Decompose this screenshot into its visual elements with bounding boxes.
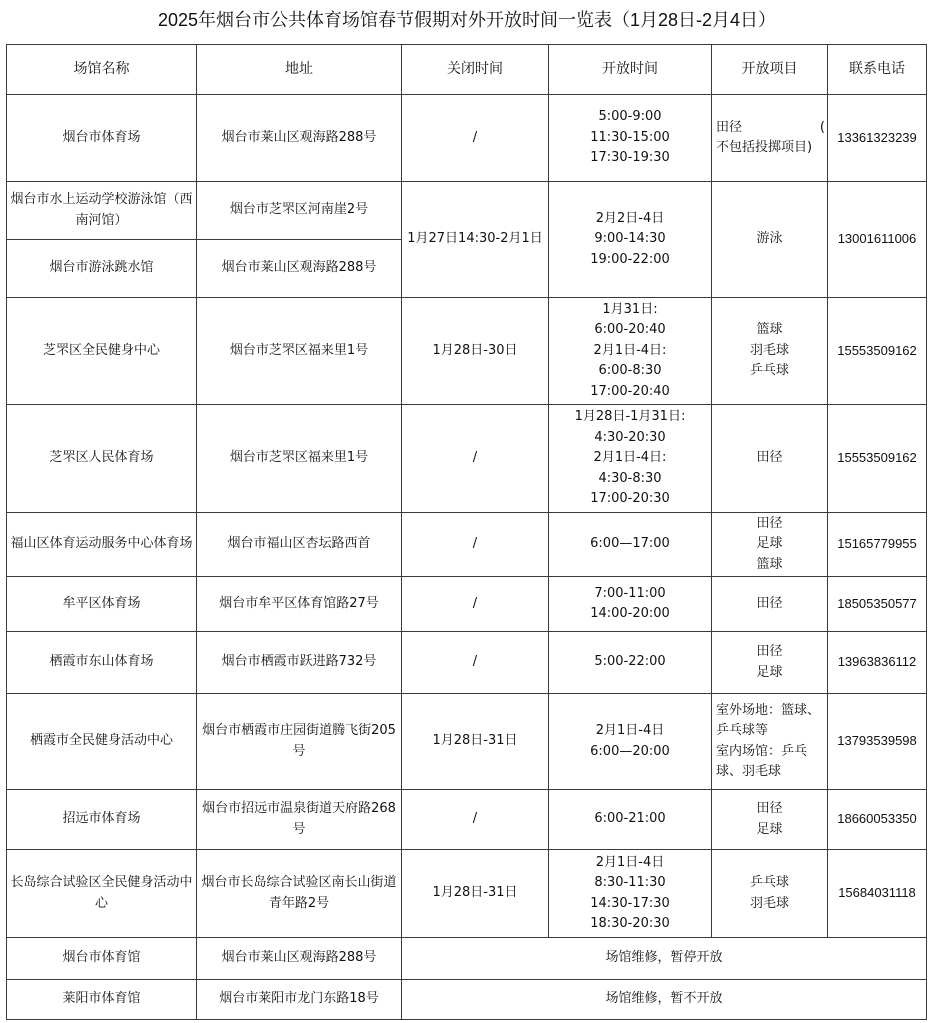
open-time: 6:00-21:00 (549, 790, 712, 850)
open-items: 田径 足球 (712, 790, 828, 850)
venue-name: 栖霞市全民健身活动中心 (7, 694, 197, 790)
venue-name: 芝罘区人民体育场 (7, 405, 197, 513)
closed-time: 1月28日-31日 (402, 694, 549, 790)
header-closed: 关闭时间 (402, 45, 549, 95)
table-row (7, 405, 927, 513)
open-time: 5:00-22:00 (549, 632, 712, 694)
phone: 15553509162 (828, 405, 927, 513)
open-time: 2月1日-4日 6:00—20:00 (549, 694, 712, 790)
venue-address: 烟台市莱山区观海路288号 (197, 938, 402, 980)
table-row (7, 790, 927, 850)
phone: 15165779955 (828, 513, 927, 577)
venue-name: 烟台市水上运动学校游泳馆（西南河馆） (7, 182, 197, 240)
table-row (7, 694, 927, 790)
venue-name: 烟台市体育场 (7, 95, 197, 182)
open-items-line1 (716, 118, 825, 139)
venue-address: 烟台市莱山区观海路288号 (197, 240, 402, 298)
phone: 15684031118 (828, 850, 927, 938)
closed-time: / (402, 632, 549, 694)
phone: 15553509162 (828, 298, 927, 405)
venue-name: 长岛综合试验区全民健身活动中心 (7, 850, 197, 938)
open-items: 乒乓球 羽毛球 (712, 850, 828, 938)
open-time: 6:00—17:00 (549, 513, 712, 577)
phone: 13361323239 (828, 95, 927, 182)
header-items: 开放项目 (712, 45, 828, 95)
open-items: 游泳 (712, 182, 828, 298)
open-items: 室外场地：篮球、乒乓球等 室内场馆：乒乓球、羽毛球 (712, 694, 828, 790)
venue-name: 招远市体育场 (7, 790, 197, 850)
venue-address: 烟台市招远市温泉街道天府路268号 (197, 790, 402, 850)
header-open: 开放时间 (549, 45, 712, 95)
closed-time: / (402, 513, 549, 577)
table-row (7, 632, 927, 694)
table-row (7, 298, 927, 405)
closed-time: / (402, 790, 549, 850)
phone: 13963836112 (828, 632, 927, 694)
venue-name: 烟台市体育馆 (7, 938, 197, 980)
header-row (7, 45, 927, 95)
open-items-part-b: ( (819, 119, 825, 135)
table-row (7, 980, 927, 1020)
phone: 13001611006 (828, 182, 927, 298)
venue-address: 烟台市芝罘区福来里1号 (197, 298, 402, 405)
venue-name: 牟平区体育场 (7, 577, 197, 632)
closed-time: / (402, 405, 549, 513)
header-name: 场馆名称 (7, 45, 197, 95)
open-items-line2: 不包括投掷项目) (716, 140, 813, 155)
venue-name: 芝罘区全民健身中心 (7, 298, 197, 405)
status-note: 场馆维修，暂停开放 (402, 938, 927, 980)
table-row (7, 513, 927, 577)
open-items (712, 95, 828, 182)
page-title: 2025年烟台市公共体育场馆春节假期对外开放时间一览表（1月28日-2月4日） (157, 10, 777, 30)
open-time: 7:00-11:00 14:00-20:00 (549, 577, 712, 632)
open-items: 田径 足球 (712, 632, 828, 694)
open-time: 1月28日-1月31日: 4:30-20:30 2月1日-4日: 4:30-8:30 17:00-20:30 (549, 405, 712, 513)
status-note: 场馆维修，暂不开放 (402, 980, 927, 1020)
closed-time: 1月28日-30日 (402, 298, 549, 405)
venue-address: 烟台市莱山区观海路288号 (197, 95, 402, 182)
venue-address: 烟台市栖霞市庄园街道腾飞街205号 (197, 694, 402, 790)
open-items: 篮球 羽毛球 乒乓球 (712, 298, 828, 405)
venue-address: 烟台市栖霞市跃进路732号 (197, 632, 402, 694)
venue-name: 栖霞市东山体育场 (7, 632, 197, 694)
header-address: 地址 (197, 45, 402, 95)
open-time: 5:00-9:00 11:30-15:00 17:30-19:30 (549, 95, 712, 182)
open-items: 田径 足球 篮球 (712, 513, 828, 577)
venue-address: 烟台市莱阳市龙门东路18号 (197, 980, 402, 1020)
phone: 18505350577 (828, 577, 927, 632)
open-time: 1月31日: 6:00-20:40 2月1日-4日: 6:00-8:30 17:00-20:40 (549, 298, 712, 405)
table-row (7, 850, 927, 938)
table-row (7, 577, 927, 632)
venue-address: 烟台市芝罘区河南崖2号 (197, 182, 402, 240)
closed-time: 1月27日14:30-2月1日 (402, 182, 549, 298)
venue-name: 莱阳市体育馆 (7, 980, 197, 1020)
open-items-part-a: 田径 (716, 119, 743, 135)
venue-address: 烟台市芝罘区福来里1号 (197, 405, 402, 513)
table-row (7, 938, 927, 980)
closed-time: / (402, 95, 549, 182)
phone: 18660053350 (828, 790, 927, 850)
venue-name: 烟台市游泳跳水馆 (7, 240, 197, 298)
venue-address: 烟台市牟平区体育馆路27号 (197, 577, 402, 632)
open-time: 2月2日-4日 9:00-14:30 19:00-22:00 (549, 182, 712, 298)
open-time: 2月1日-4日 8:30-11:30 14:30-17:30 18:30-20:30 (549, 850, 712, 938)
table-row (7, 182, 927, 240)
venue-address: 烟台市福山区杏坛路西首 (197, 513, 402, 577)
venue-name: 福山区体育运动服务中心体育场 (7, 513, 197, 577)
venue-address: 烟台市长岛综合试验区南长山街道青年路2号 (197, 850, 402, 938)
table-row (7, 95, 927, 182)
open-items: 田径 (712, 577, 828, 632)
closed-time: / (402, 577, 549, 632)
phone: 13793539598 (828, 694, 927, 790)
schedule-table (6, 44, 927, 1020)
header-phone: 联系电话 (828, 45, 927, 95)
open-items: 田径 (712, 405, 828, 513)
closed-time: 1月28日-31日 (402, 850, 549, 938)
